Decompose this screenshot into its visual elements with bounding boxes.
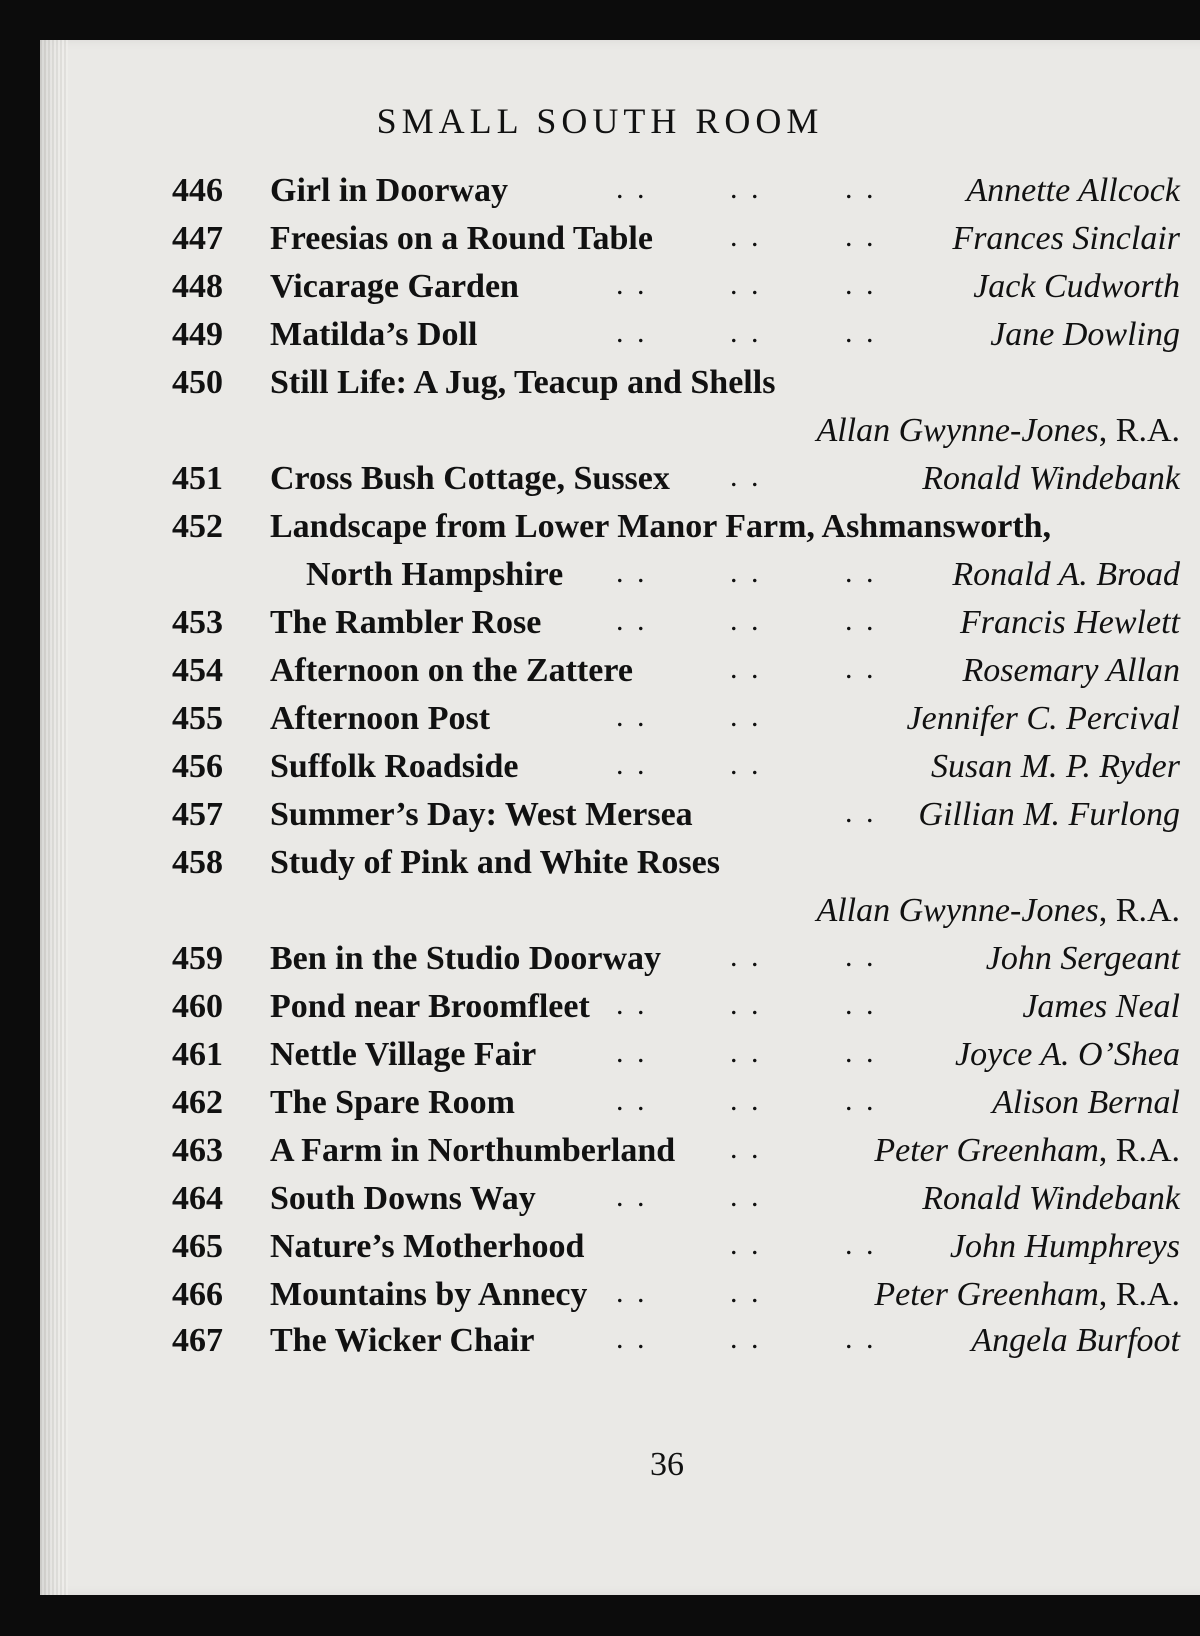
entry-number: 460 [172,988,223,1025]
entry-artist [918,796,1180,834]
entry-title: Nettle Village Fair [270,1036,537,1073]
leader-dots: . . [616,604,648,637]
artist-name: Joyce A. O’Shea [955,1036,1180,1073]
entry-number: 448 [172,268,223,305]
leader-dots: . . [845,1228,877,1261]
artist-name: Peter Greenham [874,1276,1099,1313]
leader-dots: . . [730,316,762,349]
entry-artist [960,604,1180,642]
entry-artist [816,892,1180,930]
leader-dots: . . [730,940,762,973]
catalogue-entry-continuation [0,892,1200,940]
entry-number: 461 [172,1036,223,1073]
entry-title: A Farm in Northumberland [270,1132,676,1169]
leader-dots: . . [730,652,762,685]
leader-dots: . . [730,556,762,589]
artist-name: Susan M. P. Ryder [930,748,1180,785]
artist-name: John Humphreys [949,1228,1180,1265]
entry-artist [973,268,1180,306]
catalogue-entry [0,1084,1200,1132]
leader-dots: . . [730,268,762,301]
leader-dots: . . [730,1322,762,1355]
entry-artist [922,1180,1180,1218]
entry-title: Suffolk Roadside [270,748,519,785]
artist-name: Allan Gwynne-Jones [816,892,1099,929]
leader-dots: . . [616,316,648,349]
page-number: 36 [650,1446,684,1483]
catalogue-entry [0,1276,1200,1324]
entry-title: Summer’s Day: West Mersea [270,796,693,833]
artist-honour: , R.A. [1098,412,1180,449]
entry-title: Nature’s Motherhood [270,1228,585,1265]
artist-name: Ronald Windebank [922,460,1180,497]
leader-dots: . . [845,652,877,685]
entry-artist [950,1228,1180,1266]
leader-dots: . . [616,1322,648,1355]
entry-artist [922,460,1180,498]
entry-title: Afternoon on the Zattere [270,652,633,689]
artist-honour: , R.A. [1098,1276,1180,1313]
artist-name: John Sergeant [985,940,1180,977]
leader-dots: . . [845,604,877,637]
leader-dots: . . [845,796,877,829]
entry-title-continuation: North Hampshire [306,556,564,593]
entry-number: 465 [172,1228,223,1265]
leader-dots: . . [616,1084,648,1117]
catalogue-entry [0,988,1200,1036]
entry-title: Still Life: A Jug, Teacup and Shells [270,364,776,401]
leader-dots: . . [845,940,877,973]
catalogue-entry [0,700,1200,748]
entry-number: 454 [172,652,223,689]
artist-name: Ronald A. Broad [952,556,1180,593]
leader-dots: . . [845,316,877,349]
entry-title: The Wicker Chair [270,1322,535,1359]
leader-dots: . . [845,988,877,1021]
entry-artist [986,940,1180,978]
artist-name: Peter Greenham [874,1132,1099,1169]
artist-name: Rosemary Allan [962,652,1180,689]
entry-title: Landscape from Lower Manor Farm, Ashmansworth, [270,508,1052,545]
entry-artist [990,316,1180,354]
entry-title: The Spare Room [270,1084,515,1121]
catalogue-entry [0,268,1200,316]
entry-artist [907,700,1180,738]
leader-dots: . . [845,1036,877,1069]
leader-dots: . . [845,556,877,589]
leader-dots: . . [730,220,762,253]
artist-honour: , R.A. [1098,1132,1180,1169]
artist-honour: , R.A. [1098,892,1180,929]
catalogue-entry [0,1036,1200,1084]
entry-artist [992,1084,1180,1122]
artist-name: Angela Burfoot [971,1322,1180,1359]
leader-dots: . . [730,1084,762,1117]
leader-dots: . . [730,748,762,781]
catalogue-entry [0,1180,1200,1228]
entry-number: 464 [172,1180,223,1217]
entry-title: Pond near Broomfleet [270,988,590,1025]
entry-number: 463 [172,1132,223,1169]
entry-artist [952,556,1180,594]
catalogue-entry [0,1322,1200,1370]
leader-dots: . . [616,988,648,1021]
artist-name: Jack Cudworth [973,268,1180,305]
leader-dots: . . [616,1180,648,1213]
entry-title: Afternoon Post [270,700,491,737]
entry-title: Matilda’s Doll [270,316,478,353]
entry-title: Study of Pink and White Roses [270,844,720,881]
catalogue-entry [0,844,1200,892]
catalogue-entry [0,172,1200,220]
entry-title: South Downs Way [270,1180,536,1217]
entry-number: 459 [172,940,223,977]
entry-artist [966,172,1180,210]
entry-title: Ben in the Studio Doorway [270,940,662,977]
artist-name: Jennifer C. Percival [906,700,1180,737]
entry-number: 449 [172,316,223,353]
catalogue-entry [0,460,1200,508]
entry-number: 456 [172,748,223,785]
entry-number: 455 [172,700,223,737]
catalogue-entry [0,652,1200,700]
entry-number: 457 [172,796,223,833]
leader-dots: . . [616,748,648,781]
entry-number: 462 [172,1084,223,1121]
entry-artist [931,748,1180,786]
entry-number: 450 [172,364,223,401]
artist-name: Francis Hewlett [959,604,1180,641]
leader-dots: . . [730,1228,762,1261]
entry-artist [874,1276,1180,1314]
entry-number: 466 [172,1276,223,1313]
catalogue-entry-continuation [0,556,1200,604]
entry-number: 458 [172,844,223,881]
room-title: SMALL SOUTH ROOM [376,101,824,141]
leader-dots: . . [845,220,877,253]
entry-title: Girl in Doorway [270,172,508,209]
entry-artist [1022,988,1180,1026]
leader-dots: . . [730,1132,762,1165]
artist-name: Jane Dowling [990,316,1180,353]
leader-dots: . . [730,700,762,733]
artist-name: Gillian M. Furlong [918,796,1180,833]
entry-artist [971,1322,1180,1360]
artist-name: Allan Gwynne-Jones [816,412,1099,449]
entry-title: The Rambler Rose [270,604,542,641]
catalogue-entry [0,364,1200,412]
catalogue-entry [0,220,1200,268]
leader-dots: . . [845,172,877,205]
leader-dots: . . [730,460,762,493]
entry-title: Vicarage Garden [270,268,519,305]
entry-artist [955,1036,1180,1074]
entry-number: 452 [172,508,223,545]
entry-title: Freesias on a Round Table [270,220,653,257]
catalogue-entry [0,316,1200,364]
leader-dots: . . [616,172,648,205]
leader-dots: . . [730,988,762,1021]
catalogue-entry [0,1132,1200,1180]
leader-dots: . . [730,604,762,637]
entry-title: Mountains by Annecy [270,1276,588,1313]
entry-artist [874,1132,1180,1170]
leader-dots: . . [616,1276,648,1309]
entry-artist [816,412,1180,450]
leader-dots: . . [616,268,648,301]
leader-dots: . . [730,1036,762,1069]
entry-number: 451 [172,460,223,497]
artist-name: Ronald Windebank [922,1180,1180,1217]
entry-number: 467 [172,1322,223,1359]
leader-dots: . . [730,1276,762,1309]
artist-name: Annette Allcock [966,172,1180,209]
catalogue-entry [0,604,1200,652]
entry-artist [962,652,1180,690]
leader-dots: . . [730,1180,762,1213]
catalogue-entry [0,796,1200,844]
catalogue-entry [0,940,1200,988]
leader-dots: . . [845,1084,877,1117]
leader-dots: . . [845,268,877,301]
artist-name: James Neal [1022,988,1180,1025]
leader-dots: . . [616,700,648,733]
leader-dots: . . [730,172,762,205]
entry-number: 453 [172,604,223,641]
leader-dots: . . [616,556,648,589]
entry-number: 447 [172,220,223,257]
leader-dots: . . [845,1322,877,1355]
artist-name: Frances Sinclair [952,220,1180,257]
artist-name: Alison Bernal [992,1084,1180,1121]
catalogue-entry-continuation [0,412,1200,460]
entry-artist [952,220,1180,258]
leader-dots: . . [616,1036,648,1069]
entry-title: Cross Bush Cottage, Sussex [270,460,670,497]
catalogue-entry [0,748,1200,796]
catalogue-entry [0,1228,1200,1276]
catalogue-entry [0,508,1200,556]
entry-number: 446 [172,172,223,209]
